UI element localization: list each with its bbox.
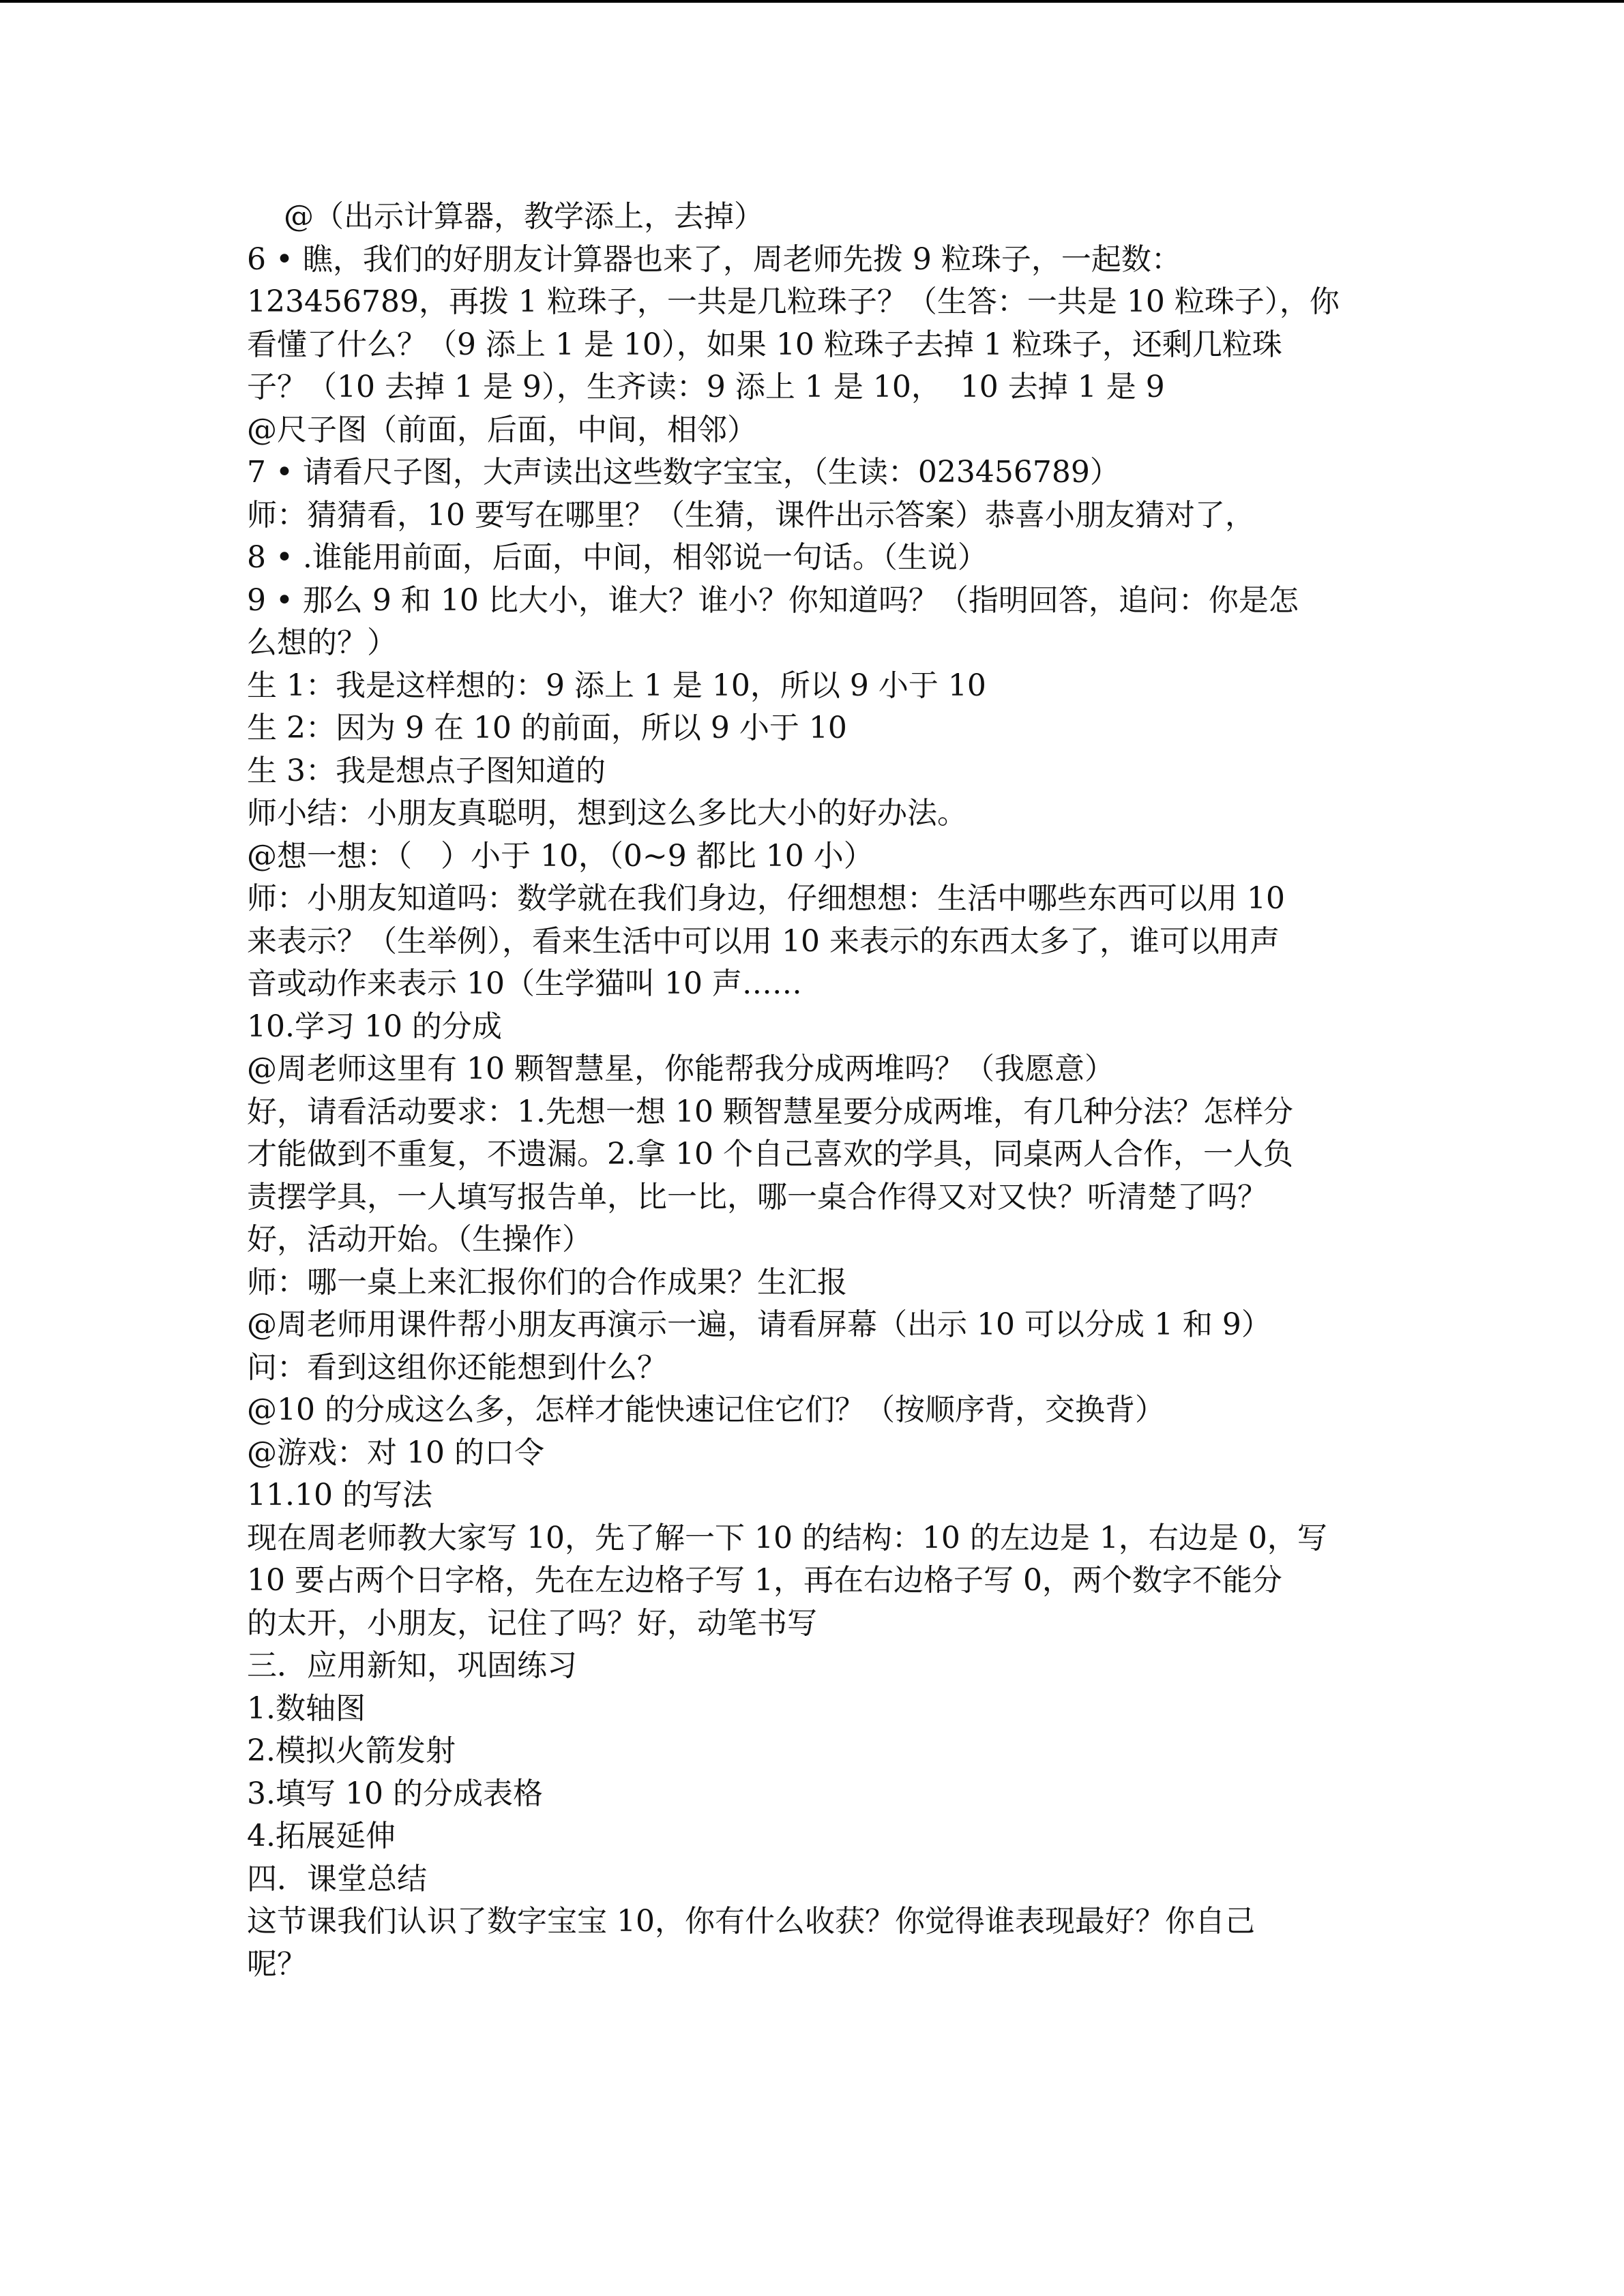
section-heading: 三．应用新知，巩固练习 [247, 1648, 577, 1683]
text-line: @（出示计算器，教学添上，去掉） [284, 199, 764, 234]
text-line: 来表示？（生举例），看来生活中可以用 10 来表示的东西太多了，谁可以用声 [247, 923, 1280, 959]
text-line: 生 3：我是想点子图知道的 [247, 753, 606, 788]
text-line: 生 2：因为 9 在 10 的前面，所以 9 小于 10 [247, 711, 847, 745]
text-line: 师：哪一桌上来汇报你们的合作成果？生汇报 [247, 1264, 847, 1300]
text-line: 10 要占两个日字格，先在左边格子写 1，再在右边格子写 0，两个数字不能分 [247, 1563, 1282, 1598]
text-line: 看懂了什么？（9 添上 1 是 10），如果 10 粒珠子去掉 1 粒珠子，还剩几粒珠 [247, 327, 1282, 362]
text-line: 师：猜猜看，10 要写在哪里？（生猜，课件出示答案）恭喜小朋友猜对了， [247, 497, 1255, 533]
list-item: 2.模拟火箭发射 [247, 1733, 456, 1768]
section-heading: 10.学习 10 的分成 [247, 1009, 502, 1044]
text-line: 呢？ [247, 1946, 307, 1982]
text-line: 音或动作来表示 10（生学猫叫 10 声…… [247, 966, 802, 1001]
text-line: @周老师这里有 10 颗智慧星，你能帮我分成两堆吗？（我愿意） [247, 1052, 1114, 1086]
text-line: 才能做到不重复，不遗漏。2.拿 10 个自己喜欢的学具，同桌两人合作，一人负 [247, 1137, 1293, 1172]
list-item: 4.拓展延伸 [247, 1819, 396, 1853]
text-line: 的太开，小朋友，记住了吗？好，动笔书写 [247, 1605, 817, 1641]
text-line: 师小结：小朋友真聪明，想到这么多比大小的好办法。 [247, 796, 967, 831]
text-line: @尺子图（前面，后面，中间，相邻） [247, 412, 757, 447]
text-line: 7 • 请看尺子图，大声读出这些数字宝宝，（生读：023456789） [247, 455, 1120, 490]
text-line: @10 的分成这么多，怎样才能快速记住它们？（按顺序背，交换背） [247, 1392, 1165, 1427]
text-line: 8 • .谁能用前面，后面，中间，相邻说一句话。（生说） [247, 540, 988, 575]
text-line: 123456789，再拨 1 粒珠子，一共是几粒珠子？（生答：一共是 10 粒珠子），你 [247, 284, 1340, 319]
text-line: 么想的？） [247, 625, 397, 660]
text-line: 子？（10 去掉 1 是 9），生齐读：9 添上 1 是 10， 10 去掉 1 是 9 [247, 370, 1165, 404]
list-item: 3.填写 10 的分成表格 [247, 1776, 543, 1811]
text-line: 这节课我们认识了数字宝宝 10，你有什么收获？你觉得谁表现最好？你自己 [247, 1904, 1255, 1939]
text-line: 责摆学具，一人填写报告单，比一比，哪一桌合作得又对又快？听清楚了吗？ [247, 1179, 1267, 1214]
section-heading: 四．课堂总结 [247, 1861, 427, 1896]
text-line: 问：看到这组你还能想到什么？ [247, 1350, 667, 1385]
text-line: @周老师用课件帮小朋友再演示一遍，请看屏幕（出示 10 可以分成 1 和 9） [247, 1307, 1271, 1342]
document-body [247, 196, 1379, 1986]
text-line: @游戏：对 10 的口令 [247, 1435, 544, 1470]
text-line: 生 1：我是这样想的：9 添上 1 是 10，所以 9 小于 10 [247, 668, 986, 703]
text-line: 好，请看活动要求：1.先想一想 10 颗智慧星要分成两堆，有几种分法？怎样分 [247, 1094, 1293, 1129]
text-line: 师：小朋友知道吗：数学就在我们身边，仔细想想：生活中哪些东西可以用 10 [247, 881, 1285, 916]
text-line: @想一想：（ ）小于 10，（0~9 都比 10 小） [247, 838, 874, 874]
text-line: 好，活动开始。（生操作） [247, 1222, 592, 1257]
text-line: 9 • 那么 9 和 10 比大小，谁大？谁小？你知道吗？（指明回答，追问：你是怎 [247, 582, 1299, 618]
list-item: 1.数轴图 [247, 1690, 366, 1726]
text-line: 6 • 瞧，我们的好朋友计算器也来了，周老师先拨 9 粒珠子，一起数： [247, 241, 1181, 277]
text-line: 现在周老师教大家写 10，先了解一下 10 的结构：10 的左边是 1，右边是 0，写 [247, 1520, 1327, 1555]
section-heading: 11.10 的写法 [247, 1478, 432, 1512]
